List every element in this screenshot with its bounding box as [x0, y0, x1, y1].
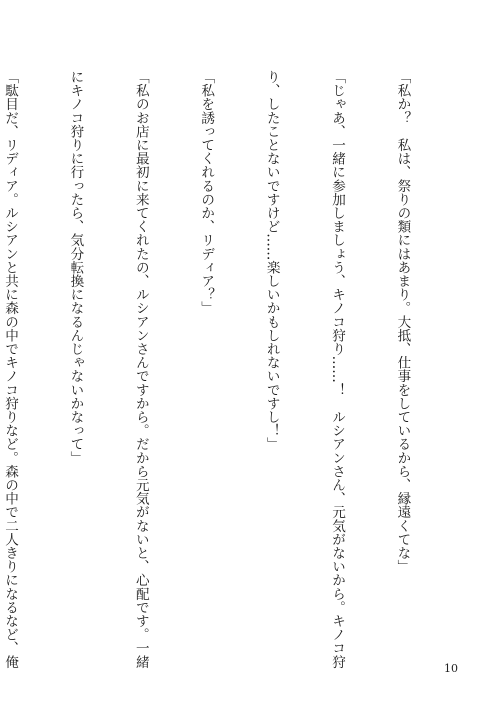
- page-number: 10: [444, 662, 458, 675]
- text-line: り、したことないですけど……楽しいかもしれないですし！」: [263, 70, 280, 451]
- text-line: 「私か？ 私は、祭りの類にはあまり。大抵、仕事をしているから、縁遠くてな」: [394, 70, 411, 574]
- text-line: 「駄目だ、リディア。ルシアンと共に森の中でキノコ狩りなど。森の中で二人きりになるなど、俺: [2, 70, 19, 669]
- vertical-text-body: [2, 70, 456, 669]
- text-line: にキノコ狩りに行ったら、気分転換になるんじゃないかなって」: [67, 70, 84, 465]
- text-line: 「じゃあ、一緒に参加しましょう、キノコ狩り……！ ルシアンさん、元気がないから。キノコ狩: [329, 70, 346, 669]
- text-line: 「私を誘ってくれるのか、リディア？」: [198, 70, 215, 315]
- text-line: 「私のお店に最初に来てくれたの、ルシアンさんですから。だから元気がないと、心配です。一緒: [132, 70, 149, 669]
